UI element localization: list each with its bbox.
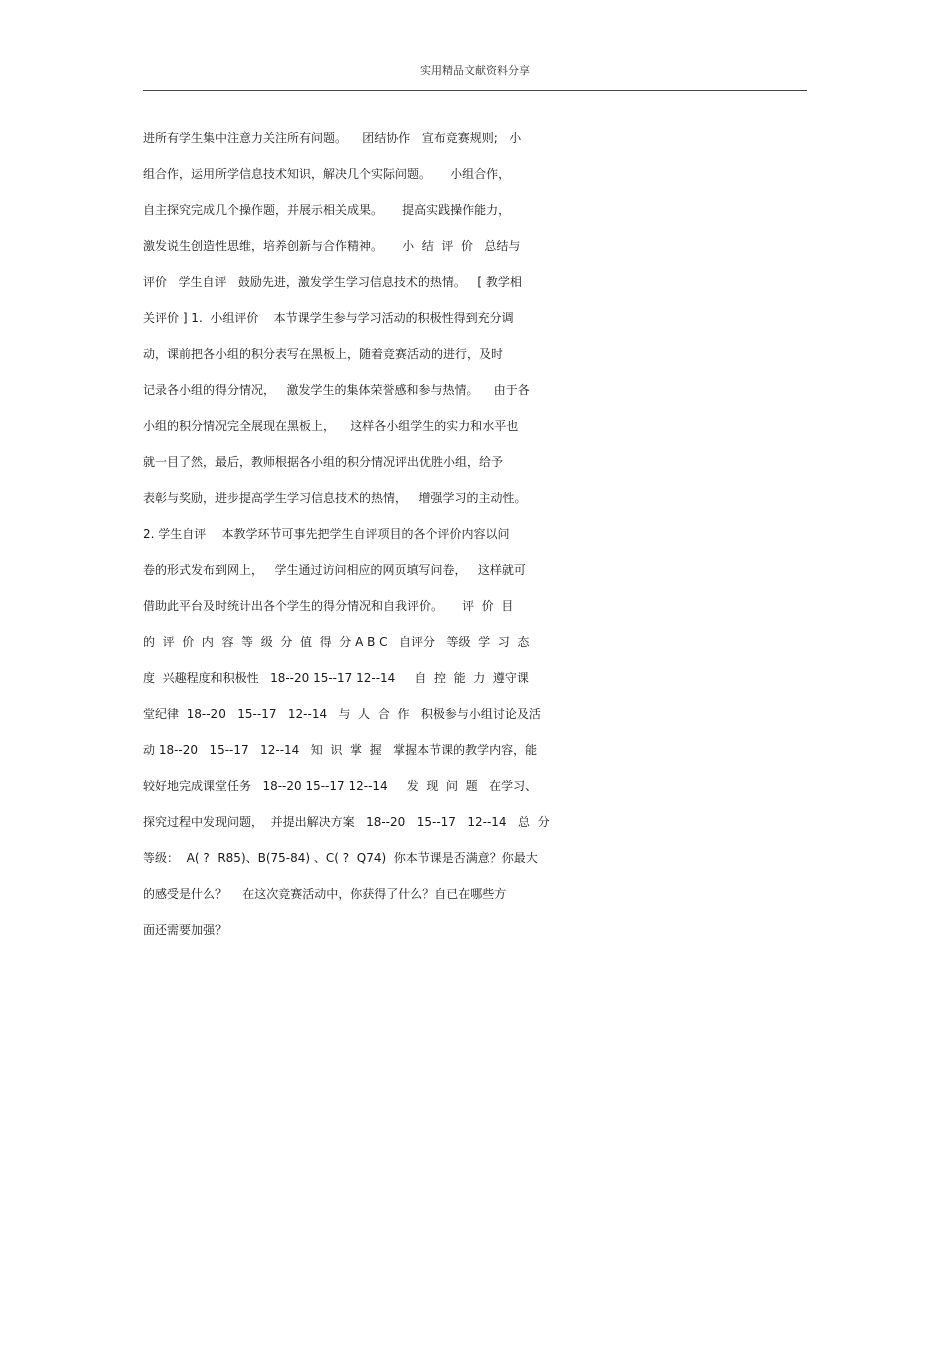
text-line: 动 18--20 15--17 12--14 知 识 掌 握 掌握本节课的教学内容，能 xyxy=(143,743,538,757)
text-line: 借助此平台及时统计出各个学生的得分情况和自我评价。 评 价 目 xyxy=(143,599,514,613)
text-line: 评价 学生自评 鼓励先进，激发学生学习信息技术的热情。 [ 教学相 xyxy=(143,275,522,289)
text-line: 度 兴趣程度和积极性 18--20 15--17 12--14 自 控 能 力 遵守课 xyxy=(143,671,529,685)
body-text xyxy=(143,120,813,948)
text-line: 自主探究完成几个操作题，并展示相关成果。 提高实践操作能力， xyxy=(143,203,511,217)
text-line: 记录各小组的得分情况， 激发学生的集体荣誉感和参与热情。 由于各 xyxy=(143,383,530,397)
text-line: 表彰与奖励，进步提高学生学习信息技术的热情， 增强学习的主动性。 xyxy=(143,491,527,505)
text-line: 激发说生创造性思维，培养创新与合作精神。 小 结 评 价 总结与 xyxy=(143,239,521,253)
text-line: 的 评 价 内 容 等 级 分 值 得 分 A B C 自评分 等级 学 习 态 xyxy=(143,635,530,649)
text-line: 面还需要加强？ xyxy=(143,923,228,937)
page-header: 实用精品文献资料分享 xyxy=(420,64,530,77)
text-line: 探究过程中发现问题， 并提出解决方案 18--20 15--17 12--14 总 分 xyxy=(143,815,550,829)
text-line: 进所有学生集中注意力关注所有问题。 团结协作 宣布竞赛规则; 小 xyxy=(143,131,522,145)
text-line: 就一目了然，最后，教师根据各小组的积分情况评出优胜小组，给予 xyxy=(143,455,504,469)
text-line: 等级： A( ? R85)、B(75-84) 、C( ? Q74) 你本节课是否满意？你最大 xyxy=(143,851,538,865)
text-line: 堂纪律 18--20 15--17 12--14 与 人 合 作 积极参与小组讨论及活 xyxy=(143,707,541,721)
text-line: 2. 学生自评 本教学环节可事先把学生自评项目的各个评价内容以问 xyxy=(143,527,510,541)
text-line: 的感受是什么？ 在这次竞赛活动中，你获得了什么？自已在哪些方 xyxy=(143,887,507,901)
text-line: 卷的形式发布到网上， 学生通过访问相应的网页填写问卷， 这样就可 xyxy=(143,563,526,577)
header-divider xyxy=(143,90,807,91)
text-line: 较好地完成课堂任务 18--20 15--17 12--14 发 现 问 题 在学习、 xyxy=(143,779,538,793)
text-line: 小组的积分情况完全展现在黑板上， 这样各小组学生的实力和水平也 xyxy=(143,419,519,433)
text-line: 组合作，运用所学信息技术知识，解决几个实际问题。 小组合作， xyxy=(143,167,511,181)
text-line: 动，课前把各小组的积分表写在黑板上，随着竞赛活动的进行，及时 xyxy=(143,347,504,361)
text-line: 关评价 ] 1. 小组评价 本节课学生参与学习活动的积极性得到充分调 xyxy=(143,311,514,325)
